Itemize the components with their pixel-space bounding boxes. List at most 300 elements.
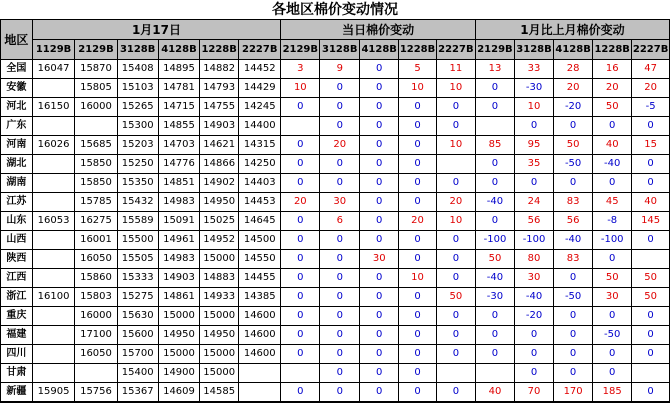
price-cell: 14400: [239, 117, 281, 136]
price-cell: 14455: [239, 269, 281, 288]
monthly-code-header: 4128B: [554, 40, 593, 60]
table-row: [1, 60, 670, 79]
daily-change-cell: 0: [320, 117, 360, 136]
monthly-change-cell: -100: [515, 231, 554, 250]
monthly-change-cell: 0: [475, 345, 514, 364]
daily-change-cell: 0: [320, 345, 360, 364]
daily-change-cell: 0: [320, 79, 360, 98]
daily-change-cell: 0: [399, 307, 437, 326]
price-cell: 15850: [75, 155, 117, 174]
table-row: [1, 307, 670, 326]
daily-change-cell: 0: [281, 212, 320, 231]
price-cell: [32, 231, 75, 250]
region-cell: 湖南: [1, 174, 33, 193]
price-cell: 15000: [200, 307, 239, 326]
monthly-change-cell: 0: [632, 117, 670, 136]
daily-change-cell: 10: [399, 79, 437, 98]
daily-change-cell: 20: [436, 193, 475, 212]
table-row: [1, 98, 670, 117]
daily-change-cell: 0: [320, 231, 360, 250]
daily-change-cell: 0: [436, 250, 475, 269]
price-cell: 14883: [200, 269, 239, 288]
price-cell: 15000: [200, 364, 239, 383]
daily-change-cell: 0: [281, 98, 320, 117]
price-cell: 14950: [200, 326, 239, 345]
daily-change-cell: 0: [281, 155, 320, 174]
price-cell: [32, 364, 75, 383]
monthly-change-cell: 0: [475, 326, 514, 345]
price-code-header: 1228B: [200, 40, 239, 60]
price-cell: 14600: [239, 345, 281, 364]
monthly-change-cell: 0: [475, 174, 514, 193]
group-header-row: [1, 20, 670, 40]
price-cell: 14793: [200, 79, 239, 98]
price-cell: 15300: [117, 117, 158, 136]
daily-change-cell: 0: [320, 98, 360, 117]
price-cell: [239, 364, 281, 383]
region-header: 地区: [1, 20, 33, 60]
daily-change-cell: 0: [320, 269, 360, 288]
price-cell: 15350: [117, 174, 158, 193]
price-cell: 15600: [117, 326, 158, 345]
daily-change-cell: 0: [360, 269, 399, 288]
daily-change-cell: 0: [281, 231, 320, 250]
daily-change-cell: 0: [399, 155, 437, 174]
monthly-code-header: 1228B: [593, 40, 632, 60]
monthly-change-cell: 0: [593, 117, 632, 136]
price-cell: [75, 364, 117, 383]
daily-change-cell: 0: [436, 269, 475, 288]
daily-change-cell: 6: [320, 212, 360, 231]
price-cell: 15000: [158, 345, 199, 364]
title-row: [1, 0, 670, 20]
price-cell: 15505: [117, 250, 158, 269]
daily-change-cell: 0: [281, 326, 320, 345]
monthly-change-cell: 28: [554, 60, 593, 79]
daily-change-cell: 0: [360, 193, 399, 212]
monthly-change-cell: [475, 364, 514, 383]
daily-change-cell: 0: [320, 326, 360, 345]
price-cell: [32, 250, 75, 269]
monthly-change-group-header: 1月比上月棉价变动: [475, 20, 669, 40]
price-cell: 16053: [32, 212, 75, 231]
region-cell: 浙江: [1, 288, 33, 307]
daily-change-cell: 0: [320, 383, 360, 403]
daily-change-cell: 0: [320, 174, 360, 193]
monthly-change-cell: 15: [632, 136, 670, 155]
daily-change-cell: 0: [360, 231, 399, 250]
price-cell: 15367: [117, 383, 158, 403]
region-cell: 重庆: [1, 307, 33, 326]
price-cell: 16050: [75, 250, 117, 269]
price-code-header: 2129B: [75, 40, 117, 60]
daily-change-cell: 0: [399, 136, 437, 155]
daily-change-cell: 0: [399, 326, 437, 345]
price-cell: 16275: [75, 212, 117, 231]
monthly-change-cell: 0: [593, 364, 632, 383]
price-cell: 14245: [239, 98, 281, 117]
monthly-change-cell: -5: [632, 98, 670, 117]
monthly-change-cell: 70: [515, 383, 554, 403]
monthly-change-cell: 50: [593, 98, 632, 117]
sheet-title: 各地区棉价变动情况: [1, 0, 670, 20]
daily-change-cell: 0: [399, 98, 437, 117]
monthly-change-cell: 20: [632, 79, 670, 98]
table-row: [1, 326, 670, 345]
daily-change-cell: 0: [436, 345, 475, 364]
monthly-change-cell: -50: [593, 326, 632, 345]
price-code-header: 1129B: [32, 40, 75, 60]
table-row: [1, 193, 670, 212]
monthly-change-cell: -40: [593, 155, 632, 174]
price-cell: 16026: [32, 136, 75, 155]
monthly-change-cell: 45: [593, 193, 632, 212]
monthly-change-cell: 0: [554, 364, 593, 383]
daily-change-cell: 10: [436, 212, 475, 231]
monthly-change-cell: 80: [515, 250, 554, 269]
price-cell: 14550: [239, 250, 281, 269]
daily-change-cell: 0: [399, 288, 437, 307]
price-cell: [32, 345, 75, 364]
monthly-change-cell: 0: [632, 326, 670, 345]
monthly-change-cell: 0: [515, 326, 554, 345]
table-row: [1, 269, 670, 288]
table-row: [1, 231, 670, 250]
monthly-change-cell: -30: [475, 288, 514, 307]
price-cell: 14776: [158, 155, 199, 174]
daily-change-cell: 0: [360, 364, 399, 383]
price-cell: 14453: [239, 193, 281, 212]
price-cell: 16150: [32, 98, 75, 117]
price-cell: [32, 155, 75, 174]
monthly-change-cell: 10: [515, 98, 554, 117]
daily-change-cell: 0: [281, 383, 320, 403]
monthly-change-cell: 40: [632, 193, 670, 212]
monthly-change-cell: 56: [515, 212, 554, 231]
daily-change-cell: [281, 364, 320, 383]
monthly-change-cell: -8: [593, 212, 632, 231]
daily-change-cell: 0: [436, 307, 475, 326]
daily-code-header: 2129B: [281, 40, 320, 60]
daily-change-cell: 0: [360, 174, 399, 193]
daily-change-cell: 0: [360, 383, 399, 403]
price-group-header: 1月17日: [32, 20, 281, 40]
price-cell: 15103: [117, 79, 158, 98]
daily-change-cell: 9: [320, 60, 360, 79]
monthly-code-header: 2227B: [632, 40, 670, 60]
daily-code-header: 3128B: [320, 40, 360, 60]
price-cell: 15400: [117, 364, 158, 383]
monthly-change-cell: 0: [515, 364, 554, 383]
price-cell: 15203: [117, 136, 158, 155]
daily-change-cell: 0: [436, 117, 475, 136]
price-cell: 15000: [200, 345, 239, 364]
monthly-change-cell: 30: [593, 288, 632, 307]
price-cell: [32, 117, 75, 136]
price-cell: 14903: [200, 117, 239, 136]
monthly-change-cell: 0: [554, 174, 593, 193]
monthly-change-cell: 83: [554, 250, 593, 269]
table-row: [1, 136, 670, 155]
price-cell: 15589: [117, 212, 158, 231]
daily-change-cell: 0: [360, 117, 399, 136]
daily-change-cell: 30: [360, 250, 399, 269]
table-row: [1, 212, 670, 231]
price-cell: 17100: [75, 326, 117, 345]
daily-change-cell: 0: [281, 250, 320, 269]
monthly-change-cell: 0: [632, 155, 670, 174]
price-cell: 15805: [75, 79, 117, 98]
price-cell: 14609: [158, 383, 199, 403]
daily-change-cell: 0: [436, 231, 475, 250]
price-cell: 14600: [239, 307, 281, 326]
daily-change-cell: 0: [399, 117, 437, 136]
daily-change-cell: 0: [399, 174, 437, 193]
price-cell: 15905: [32, 383, 75, 403]
price-cell: 15785: [75, 193, 117, 212]
price-cell: [32, 269, 75, 288]
monthly-change-cell: 40: [475, 383, 514, 403]
daily-change-cell: 0: [436, 383, 475, 403]
monthly-change-cell: 0: [475, 155, 514, 174]
price-cell: 15630: [117, 307, 158, 326]
monthly-change-cell: -40: [475, 193, 514, 212]
price-cell: 15870: [75, 60, 117, 79]
price-cell: 15500: [117, 231, 158, 250]
monthly-change-cell: 50: [593, 269, 632, 288]
daily-change-cell: 0: [399, 364, 437, 383]
daily-change-cell: 5: [399, 60, 437, 79]
region-cell: 湖北: [1, 155, 33, 174]
code-header-row: [1, 40, 670, 60]
price-cell: 14866: [200, 155, 239, 174]
price-cell: 14903: [158, 269, 199, 288]
price-cell: 14703: [158, 136, 199, 155]
price-cell: [32, 326, 75, 345]
daily-change-cell: 0: [360, 155, 399, 174]
daily-change-cell: 0: [281, 288, 320, 307]
price-cell: 14900: [158, 364, 199, 383]
price-cell: 14585: [200, 383, 239, 403]
region-cell: 河北: [1, 98, 33, 117]
table-row: [1, 383, 670, 403]
daily-change-group-header: 当日棉价变动: [281, 20, 476, 40]
price-cell: 14500: [239, 231, 281, 250]
daily-change-cell: 0: [320, 155, 360, 174]
daily-change-cell: 0: [360, 212, 399, 231]
daily-change-cell: 0: [360, 60, 399, 79]
daily-change-cell: [436, 364, 475, 383]
monthly-change-cell: -50: [554, 288, 593, 307]
price-code-header: 3128B: [117, 40, 158, 60]
price-cell: 15265: [117, 98, 158, 117]
monthly-change-cell: 13: [475, 60, 514, 79]
region-cell: 江西: [1, 269, 33, 288]
price-cell: 14621: [200, 136, 239, 155]
daily-change-cell: 0: [399, 250, 437, 269]
daily-code-header: 4128B: [360, 40, 399, 60]
price-cell: 15860: [75, 269, 117, 288]
price-cell: 16001: [75, 231, 117, 250]
price-cell: 14851: [158, 174, 199, 193]
monthly-change-cell: 0: [593, 250, 632, 269]
monthly-change-cell: 0: [515, 117, 554, 136]
monthly-change-cell: 50: [554, 136, 593, 155]
daily-change-cell: 0: [360, 326, 399, 345]
price-cell: 15275: [117, 288, 158, 307]
price-cell: 14933: [200, 288, 239, 307]
daily-change-cell: 50: [436, 288, 475, 307]
price-cell: 14715: [158, 98, 199, 117]
daily-change-cell: 0: [399, 193, 437, 212]
monthly-change-cell: 170: [554, 383, 593, 403]
price-cell: 15000: [158, 307, 199, 326]
monthly-change-cell: 0: [593, 345, 632, 364]
monthly-change-cell: -50: [554, 155, 593, 174]
daily-change-cell: 20: [320, 136, 360, 155]
table-row: [1, 288, 670, 307]
monthly-change-cell: 85: [475, 136, 514, 155]
daily-change-cell: 0: [281, 269, 320, 288]
price-cell: 14781: [158, 79, 199, 98]
monthly-change-cell: 83: [554, 193, 593, 212]
table-row: [1, 174, 670, 193]
price-cell: 14950: [158, 326, 199, 345]
daily-change-cell: 20: [281, 193, 320, 212]
daily-change-cell: 0: [399, 345, 437, 364]
daily-code-header: 2227B: [436, 40, 475, 60]
region-cell: 山东: [1, 212, 33, 231]
daily-change-cell: 10: [436, 79, 475, 98]
daily-change-cell: 0: [320, 288, 360, 307]
price-cell: 16047: [32, 60, 75, 79]
price-cell: 16000: [75, 98, 117, 117]
monthly-change-cell: 0: [632, 345, 670, 364]
daily-change-cell: 0: [360, 307, 399, 326]
monthly-change-cell: 47: [632, 60, 670, 79]
daily-change-cell: 0: [281, 345, 320, 364]
daily-change-cell: 0: [281, 174, 320, 193]
monthly-change-cell: 20: [593, 79, 632, 98]
daily-change-cell: [436, 155, 475, 174]
monthly-change-cell: 40: [593, 136, 632, 155]
monthly-change-cell: 0: [554, 307, 593, 326]
price-cell: [32, 79, 75, 98]
daily-change-cell: 0: [436, 98, 475, 117]
monthly-change-cell: 0: [554, 269, 593, 288]
price-code-header: 4128B: [158, 40, 199, 60]
table-row: [1, 345, 670, 364]
price-cell: 15250: [117, 155, 158, 174]
daily-change-cell: 10: [281, 79, 320, 98]
monthly-change-cell: 24: [515, 193, 554, 212]
monthly-change-cell: -40: [515, 288, 554, 307]
price-cell: 14902: [200, 174, 239, 193]
price-cell: 14315: [239, 136, 281, 155]
monthly-change-cell: 0: [632, 231, 670, 250]
daily-change-cell: 30: [320, 193, 360, 212]
daily-change-cell: 0: [399, 231, 437, 250]
region-cell: 河南: [1, 136, 33, 155]
price-code-header: 2227B: [239, 40, 281, 60]
price-cell: 15000: [200, 250, 239, 269]
monthly-change-cell: 0: [515, 345, 554, 364]
monthly-change-cell: 0: [554, 345, 593, 364]
daily-change-cell: 0: [360, 136, 399, 155]
price-cell: 14961: [158, 231, 199, 250]
price-cell: [32, 193, 75, 212]
price-cell: 15850: [75, 174, 117, 193]
daily-change-cell: [281, 117, 320, 136]
region-cell: 陕西: [1, 250, 33, 269]
monthly-change-cell: -20: [554, 98, 593, 117]
monthly-change-cell: 0: [593, 307, 632, 326]
price-cell: 14882: [200, 60, 239, 79]
daily-change-cell: 0: [320, 364, 360, 383]
region-cell: 甘肃: [1, 364, 33, 383]
region-cell: 江苏: [1, 193, 33, 212]
price-cell: 14861: [158, 288, 199, 307]
daily-code-header: 1228B: [399, 40, 437, 60]
monthly-change-cell: 0: [475, 79, 514, 98]
monthly-change-cell: 185: [593, 383, 632, 403]
price-cell: 14855: [158, 117, 199, 136]
price-cell: 15333: [117, 269, 158, 288]
price-cell: 14983: [158, 193, 199, 212]
monthly-change-cell: 33: [515, 60, 554, 79]
price-cell: 14600: [239, 326, 281, 345]
region-cell: 福建: [1, 326, 33, 345]
price-cell: 14452: [239, 60, 281, 79]
region-cell: 安徽: [1, 79, 33, 98]
region-cell: 广东: [1, 117, 33, 136]
table-row: [1, 117, 670, 136]
price-cell: 14429: [239, 79, 281, 98]
table-row: [1, 79, 670, 98]
daily-change-cell: 0: [399, 383, 437, 403]
monthly-change-cell: 95: [515, 136, 554, 155]
monthly-change-cell: 0: [632, 383, 670, 403]
table-row: [1, 155, 670, 174]
monthly-change-cell: 56: [554, 212, 593, 231]
monthly-change-cell: 50: [475, 250, 514, 269]
monthly-code-header: 2129B: [475, 40, 514, 60]
monthly-change-cell: [475, 117, 514, 136]
region-cell: 新疆: [1, 383, 33, 403]
region-cell: 山西: [1, 231, 33, 250]
monthly-change-cell: -40: [554, 231, 593, 250]
price-cell: 14645: [239, 212, 281, 231]
monthly-change-cell: -20: [515, 307, 554, 326]
price-cell: 14385: [239, 288, 281, 307]
monthly-change-cell: 0: [475, 307, 514, 326]
daily-change-cell: 10: [436, 136, 475, 155]
price-cell: 15700: [117, 345, 158, 364]
daily-change-cell: 0: [436, 326, 475, 345]
daily-change-cell: 0: [320, 250, 360, 269]
price-cell: 14952: [200, 231, 239, 250]
daily-change-cell: 0: [360, 98, 399, 117]
price-cell: 14755: [200, 98, 239, 117]
price-cell: 15432: [117, 193, 158, 212]
price-cell: 14403: [239, 174, 281, 193]
price-cell: [32, 307, 75, 326]
price-cell: [75, 117, 117, 136]
daily-change-cell: 0: [360, 79, 399, 98]
price-cell: 15091: [158, 212, 199, 231]
daily-change-cell: 11: [436, 60, 475, 79]
price-cell: 16100: [32, 288, 75, 307]
